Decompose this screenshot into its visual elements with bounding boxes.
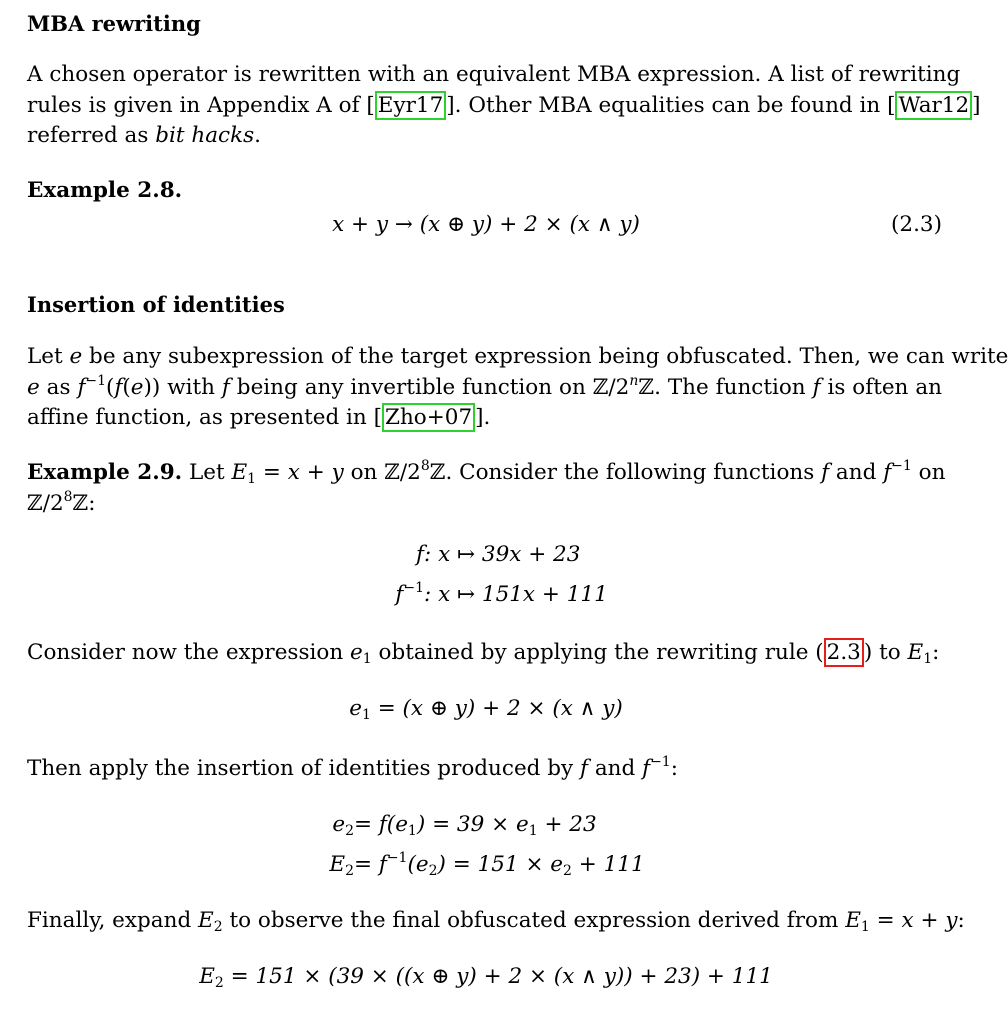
ins-line-3 [27,403,942,434]
section-heading-insertion-of-identities: Insertion of identities [27,292,285,317]
function-finv-rhs [424,582,608,607]
text: to observe the final obfuscated expression derived from [222,908,846,933]
text: )) with [143,374,222,400]
text: ) = 151 × e [437,852,564,877]
sub: 2 [563,863,572,879]
var: e [332,812,346,837]
example-2-9-paragraph [27,458,946,519]
bit-hacks-term: bit hacks [155,123,255,148]
ins-line-1 [27,342,1008,373]
example-label: Example 2.9. [27,460,183,485]
var: f [883,460,892,485]
finally-line [27,906,965,937]
text: affine function, as presented in [ [27,405,383,430]
text: : [932,640,940,665]
text: is often an [820,374,942,400]
var: y [945,908,958,933]
sub: 2 [214,975,224,991]
var: x [287,460,300,485]
ex29-line-1 [27,458,946,489]
text: = [869,908,902,933]
var: x [901,908,914,933]
var: f [395,582,404,607]
text: : [957,908,965,933]
equation-ref-2-3-link[interactable]: 2.3 [824,638,864,667]
text: be any subexpression of the target expression being obfuscated. Then, we can write [82,344,1008,369]
text: = (x ⊕ y) + 2 × (x ∧ y) [370,696,623,721]
sup: n [629,372,639,389]
text: ]. Other MBA equalities can be found in [ [446,92,896,118]
sub: 2 [213,919,223,935]
sub: 1 [247,471,257,487]
text: ) to [863,640,908,665]
text: + [299,460,332,485]
ex29-line-2 [27,489,942,520]
sup: −1 [85,372,107,389]
sup: −1 [650,754,671,770]
text: = [256,460,288,485]
var: e [130,374,144,400]
var: f [114,374,123,400]
var: f [821,460,830,485]
sub: 1 [362,651,372,667]
mba-line-1: A chosen operator is rewritten with an equivalent MBA expression. A list of rewriting [27,62,961,87]
text: Then apply the insertion of identities produced by [27,756,581,781]
sup: 8 [63,488,73,505]
text: + [913,908,946,933]
text: being any invertible function on ℤ/2 [229,374,630,400]
consider-paragraph [27,638,942,669]
then-line [27,754,942,785]
sup: −1 [386,850,408,866]
text: rules is given in Appendix A of [ [27,92,375,118]
sup: −1 [403,580,424,596]
equation-E2-rhs [354,852,645,877]
then-paragraph [27,754,942,785]
text: + 23 [537,812,597,837]
insertion-paragraph [27,342,1008,434]
section-heading-mba-rewriting: MBA rewriting [27,11,201,36]
text: referred as [27,123,156,148]
text: ℤ. Consider the following functions [429,460,822,485]
equation-2-3 [0,212,972,237]
text: ( [106,374,115,400]
text: ℤ/2 [27,490,64,516]
var: e [350,640,363,665]
equation-e2-lhs [332,812,354,837]
text: and [587,756,643,781]
text: ] [972,92,981,118]
mba-paragraph [27,60,981,152]
finally-paragraph [27,906,965,937]
var: E [329,852,346,877]
text: on [911,460,946,485]
var: f [642,756,651,781]
sub: 1 [923,651,933,667]
var: E [845,908,861,933]
text: Let [27,344,70,369]
equation-e2-rhs [354,812,597,837]
example-label: Example 2.8. [27,178,183,203]
mba-line-3 [27,121,942,152]
var: f [812,374,821,400]
var: E [198,908,214,933]
text: ]. [475,405,491,430]
consider-line [27,638,942,669]
text: ℤ. The function [638,374,813,400]
sub: 1 [407,823,417,839]
equation-e1 [0,696,972,721]
equation-E2-lhs [329,852,354,877]
var: E [199,964,215,989]
citation-war12-link[interactable]: War12 [895,91,972,120]
text: obtained by applying the rewriting rule ( [371,640,824,665]
text: . [254,123,261,148]
text: : x ↦ 39x + 23 [424,542,581,567]
text: ℤ: [72,490,96,516]
example-2-8-label [27,176,942,207]
text: and [829,460,884,485]
sup: 8 [420,458,430,474]
sub: 1 [528,823,538,839]
text: + 111 [571,852,645,877]
equation-text: x + y → (x ⊕ y) + 2 × (x ∧ y) [332,212,640,237]
function-f-rhs [424,542,580,567]
var: f [416,542,424,567]
sub: 1 [860,919,870,935]
text: as [39,374,78,400]
citation-eyr17-link[interactable]: Eyr17 [375,91,446,120]
citation-zho07-link[interactable]: Zho+07 [382,403,475,432]
text: on ℤ/2 [343,460,421,485]
var: e [69,344,83,369]
text: = f(e [354,812,408,837]
text: : [670,756,678,781]
text: Consider now the expression [27,640,351,665]
text: Finally, expand [27,908,199,933]
text: : x ↦ 151x + 111 [424,582,608,607]
sub: 1 [361,707,371,723]
mba-line-2 [27,91,981,122]
sup: −1 [891,458,912,474]
var: e [349,696,362,721]
var: f [77,374,86,400]
var: f [221,374,230,400]
function-f-lhs [416,542,424,567]
text: = f [354,852,387,877]
text: (e [407,852,429,877]
var: E [907,640,924,665]
equation-number-2-3: (2.3) [891,212,942,237]
function-finv-lhs [395,582,424,607]
text: ( [122,374,131,400]
text: = 151 × (39 × ((x ⊕ y) + 2 × (x ∧ y)) + 23) + 111 [223,964,773,989]
var: f [580,756,588,781]
ins-line-2 [27,373,942,404]
var: e [27,374,40,400]
var: E [231,460,248,485]
text: ) = 39 × e [416,812,529,837]
sub: 2 [345,823,354,839]
text: Let [182,460,232,485]
equation-final [0,964,972,989]
var: y [331,460,344,485]
sub: 2 [428,863,438,879]
sub: 2 [345,863,354,879]
